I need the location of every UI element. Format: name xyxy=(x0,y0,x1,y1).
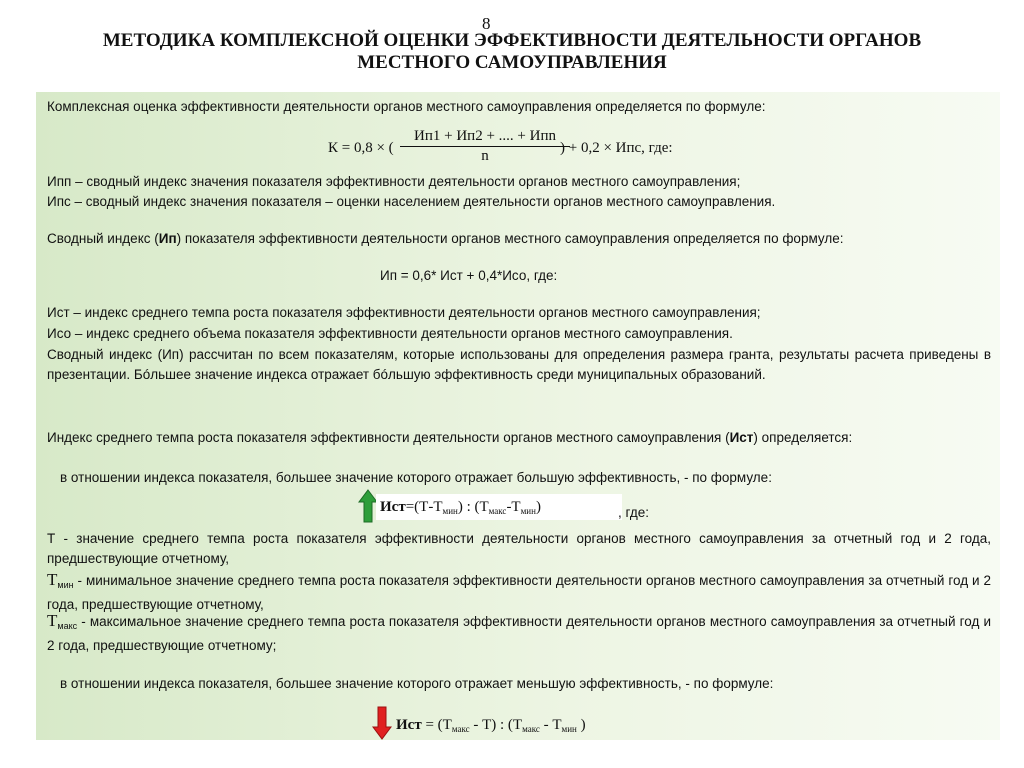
title-line-2: МЕСТНОГО САМОУПРАВЛЕНИЯ xyxy=(357,52,667,73)
tmax-sub: макс xyxy=(57,621,78,631)
case-1-text: в отношении индекса показателя, большее значение которого отражает большую эффективность, - по формуле: xyxy=(60,470,772,485)
formula-4-part-2: - Т) : (Т xyxy=(469,717,523,733)
definition-iso: Исо – индекс среднего объема показателя эффективности деятельности органов местного самоуправления. xyxy=(47,326,733,341)
definition-tmin xyxy=(47,570,991,615)
formula-3 xyxy=(376,494,622,520)
definition-ipp: Ипп – сводный индекс значения показателя эффективности деятельности органов местного самоуправления; xyxy=(47,174,741,189)
case-2-text: в отношении индекса показателя, большее значение которого отражает меньшую эффективность, - по формуле: xyxy=(60,676,774,691)
red-down-arrow-icon xyxy=(372,706,392,740)
ip-paragraph xyxy=(47,229,843,249)
intro-paragraph: Комплексная оценка эффективности деятельности органов местного самоуправления определяется по формуле: xyxy=(47,99,766,114)
formula-3-sub-max: макс xyxy=(488,506,507,516)
formula-2: Ип = 0,6* Ист + 0,4*Исо, где: xyxy=(380,268,558,283)
definition-ips: Ипс – сводный индекс значения показателя – оценки населением деятельности органов местного самоуправления. xyxy=(47,194,776,209)
formula-4-sub-max-2: макс xyxy=(522,724,540,734)
ist-paragraph xyxy=(47,428,852,448)
formula-4-lhs: Ист xyxy=(396,717,422,733)
formula-3-eq: = xyxy=(405,499,415,515)
title-line-1: МЕТОДИКА КОМПЛЕКСНОЙ ОЦЕНКИ ЭФФЕКТИВНОСТИ ДЕЯТЕЛЬНОСТИ ОРГАНОВ xyxy=(102,30,922,51)
tmin-symbol: Т xyxy=(47,570,58,589)
formula-3-close: ) xyxy=(535,499,541,515)
page-number: 8 xyxy=(482,14,491,33)
ist-bold: Ист xyxy=(729,430,754,445)
formula-4-part-3: - Т xyxy=(539,717,562,733)
formula-1-denominator: n xyxy=(481,148,489,164)
ist-paragraph-end: ) определяется: xyxy=(753,430,853,445)
tmin-text: - минимальное значение среднего темпа роста показателя эффективности деятельности органов местного самоуправления за отчетный год и 2 года, предшествующие отчетному, xyxy=(47,573,991,612)
green-up-arrow-icon xyxy=(358,489,378,523)
formula-1-fraction xyxy=(400,128,570,165)
ip-bold: Ип xyxy=(158,231,177,246)
formula-1-suffix: ) + 0,2 × Ипс, где: xyxy=(560,140,673,156)
formula-4-sub-min: мин xyxy=(561,724,577,734)
tmax-text: - максимальное значение среднего темпа роста показателя эффективности деятельности органов местного самоуправления за отчетный год и 2 года, предшествующие отчетному; xyxy=(47,614,991,653)
formula-4 xyxy=(396,715,586,739)
ip-paragraph-end: ) показателя эффективности деятельности органов местного самоуправления определяется по формуле: xyxy=(176,231,844,246)
summary-paragraph: Сводный индекс (Ип) рассчитан по всем показателям, которые использованы для определения размера гранта, результаты расчета приведены в презентации. Бóльшее значение индекса отражает бóльшую эффективность среди муниципальных образований. xyxy=(47,347,991,382)
formula-4-part-4: ) xyxy=(576,717,586,733)
page-title xyxy=(0,30,1024,74)
formula-3-sub-min-2: мин xyxy=(520,506,536,516)
formula-4-part-1: = (Т xyxy=(421,717,452,733)
ist-paragraph-start: Индекс среднего темпа роста показателя эффективности деятельности органов местного самоуправления ( xyxy=(47,430,730,445)
formula-3-lhs: Ист xyxy=(380,499,406,515)
definition-tmax xyxy=(47,611,991,656)
formula-4-sub-max: макс xyxy=(451,724,470,734)
definition-t: Т - значение среднего темпа роста показателя эффективности деятельности органов местного самоуправления за отчетный год и 2 года, предшествующие отчетному, xyxy=(47,531,991,566)
tmin-sub: мин xyxy=(57,580,74,590)
definition-ist: Ист – индекс среднего темпа роста показателя эффективности деятельности органов местного самоуправления; xyxy=(47,305,761,320)
formula-1-prefix: К = 0,8 × ( xyxy=(328,140,394,156)
tmax-symbol: Т xyxy=(47,611,58,630)
ip-paragraph-start: Сводный индекс ( xyxy=(47,231,159,246)
formula-3-sub-min: мин xyxy=(442,506,458,516)
formula-1-numerator: Ип1 + Ип2 + .... + Ипn xyxy=(400,128,570,147)
formula-3-dash: -Т xyxy=(506,499,521,515)
formula-3-suffix: , где: xyxy=(618,505,649,520)
formula-3-mid: ) : (Т xyxy=(457,499,489,515)
formula-3-open: (Т-Т xyxy=(414,499,443,515)
